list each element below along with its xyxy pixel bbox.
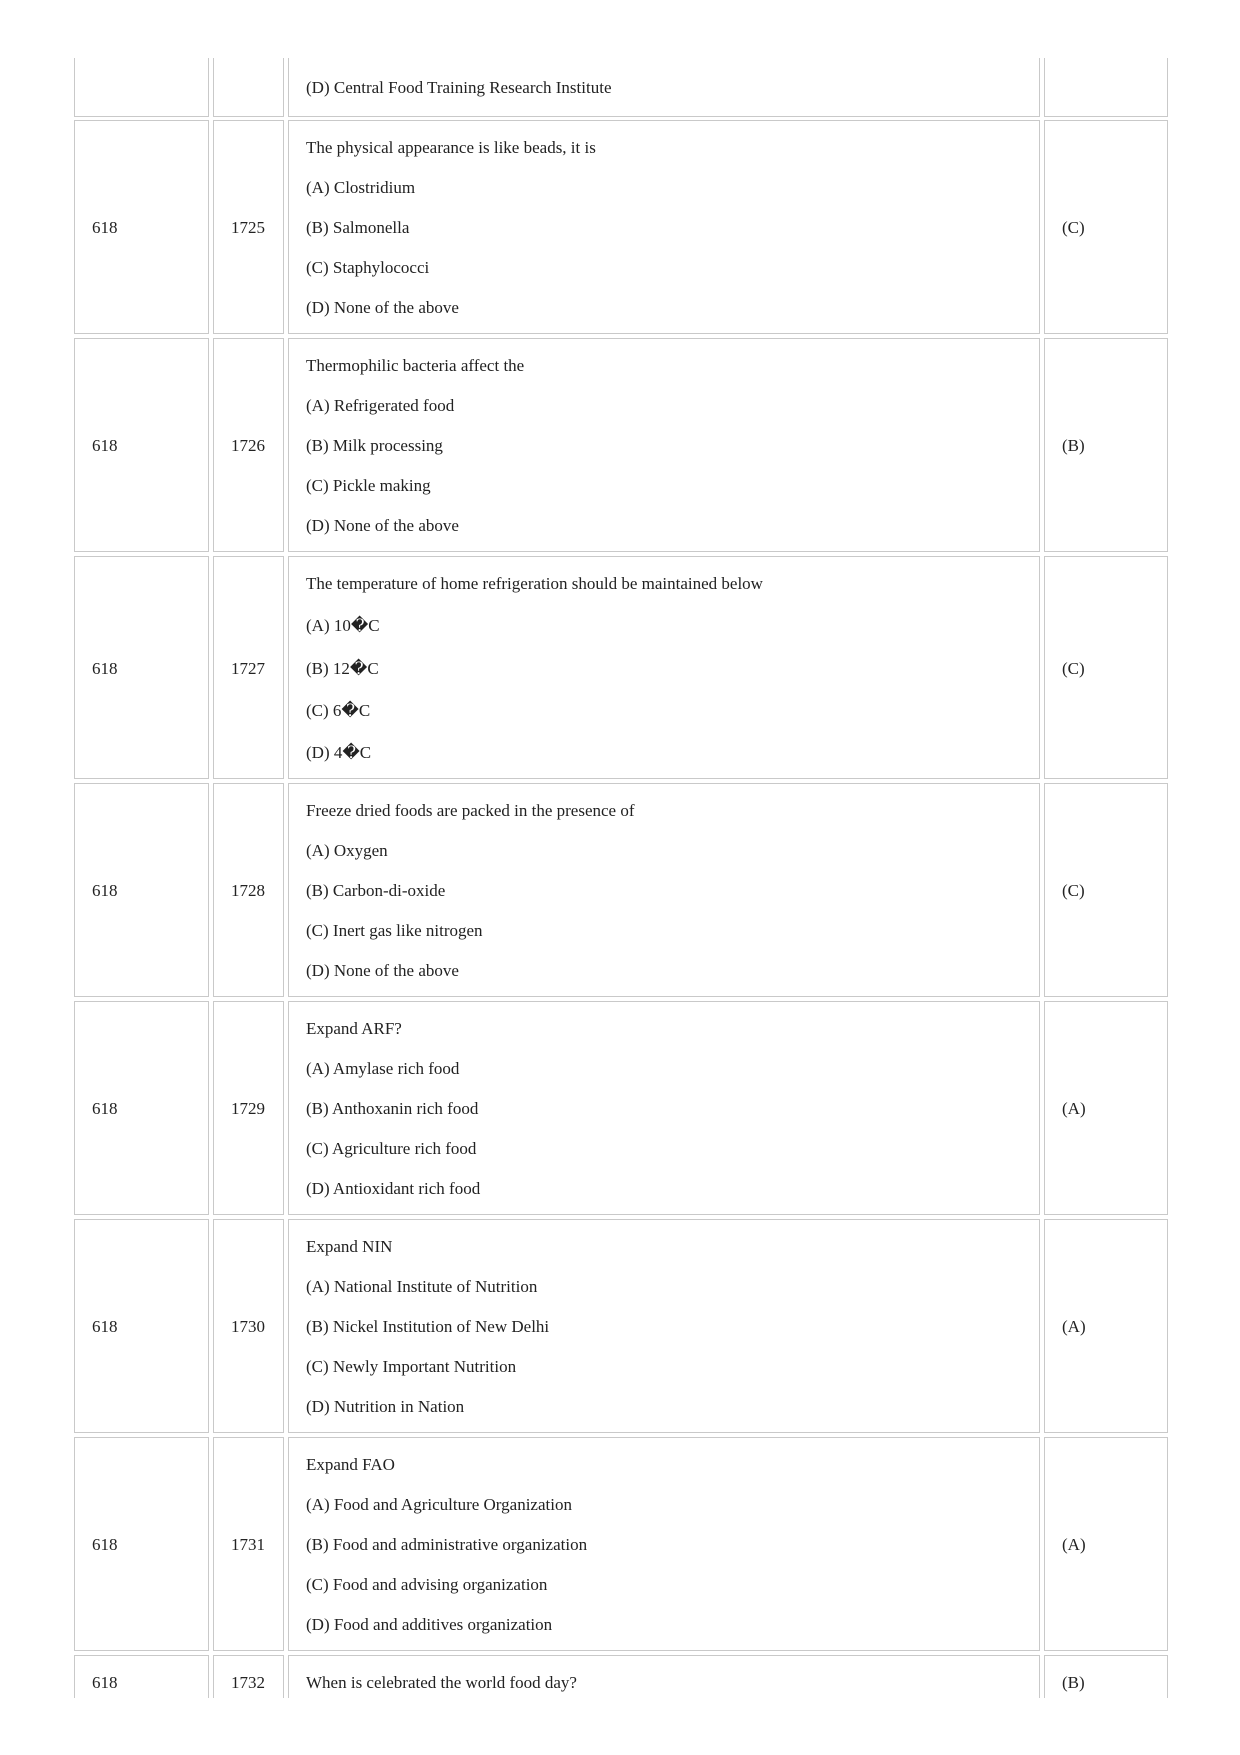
table-row — [74, 1001, 1168, 1215]
code-cell — [74, 556, 209, 779]
code-cell — [74, 58, 209, 117]
question-cell — [288, 1437, 1040, 1651]
question-number-cell — [213, 1219, 284, 1433]
option-b: (B) Carbon-di-oxide — [306, 881, 446, 900]
option-d: (D) Food and additives organization — [306, 1615, 553, 1634]
option-b: (B) Milk processing — [306, 436, 443, 455]
question-number-cell — [213, 58, 284, 117]
answer-text: (A) — [1062, 1099, 1086, 1118]
table-row — [74, 1437, 1168, 1651]
option-c: (C) 6�C — [306, 701, 371, 720]
code-text: 618 — [92, 1317, 118, 1336]
code-cell — [74, 1219, 209, 1433]
question-text: The physical appearance is like beads, it is — [306, 138, 596, 157]
option-a: (A) National Institute of Nutrition — [306, 1277, 538, 1296]
question-number: 1727 — [231, 659, 265, 678]
question-cell — [288, 58, 1040, 117]
answer-cell — [1044, 556, 1168, 779]
table-row — [74, 338, 1168, 552]
answer-cell — [1044, 783, 1168, 997]
code-text: 618 — [92, 1099, 118, 1118]
answer-cell — [1044, 1655, 1168, 1698]
question-number: 1732 — [231, 1673, 265, 1692]
option-a: (A) 10�C — [306, 616, 380, 635]
question-cell — [288, 1001, 1040, 1215]
code-cell — [74, 1437, 209, 1651]
question-number: 1726 — [231, 436, 265, 455]
code-text: 618 — [92, 881, 118, 900]
option-b: (B) Anthoxanin rich food — [306, 1099, 479, 1118]
question-number-cell — [213, 1437, 284, 1651]
option-d: (D) Antioxidant rich food — [306, 1179, 481, 1198]
answer-text: (C) — [1062, 218, 1085, 237]
option-d: (D) Nutrition in Nation — [306, 1397, 465, 1416]
question-text: Expand NIN — [306, 1237, 393, 1256]
table-row — [74, 1655, 1168, 1698]
table-row — [74, 556, 1168, 779]
option-b: (B) Nickel Institution of New Delhi — [306, 1317, 550, 1336]
code-cell — [74, 120, 209, 334]
question-number-cell — [213, 120, 284, 334]
answer-cell — [1044, 1001, 1168, 1215]
code-cell — [74, 338, 209, 552]
option-c: (C) Inert gas like nitrogen — [306, 921, 483, 940]
question-text: When is celebrated the world food day? — [306, 1673, 577, 1692]
option-d: (D) None of the above — [306, 516, 459, 535]
answer-cell — [1044, 338, 1168, 552]
question-text: Expand FAO — [306, 1455, 395, 1474]
answer-text: (A) — [1062, 1535, 1086, 1554]
option-c: (C) Pickle making — [306, 476, 431, 495]
code-text: 618 — [92, 1673, 118, 1692]
option-d: (D) None of the above — [306, 298, 459, 317]
code-text: 618 — [92, 218, 118, 237]
option-d: (D) 4�C — [306, 743, 372, 762]
code-cell — [74, 1001, 209, 1215]
table-row — [74, 1219, 1168, 1433]
question-number-cell — [213, 556, 284, 779]
question-text: Freeze dried foods are packed in the presence of — [306, 801, 635, 820]
code-cell — [74, 1655, 209, 1698]
option-c: (C) Agriculture rich food — [306, 1139, 477, 1158]
option-text: (D) Central Food Training Research Institute — [306, 78, 612, 97]
question-cell — [288, 1655, 1040, 1698]
code-text: 618 — [92, 436, 118, 455]
question-number: 1730 — [231, 1317, 265, 1336]
question-number: 1729 — [231, 1099, 265, 1118]
option-b: (B) Salmonella — [306, 218, 410, 237]
table-row — [74, 783, 1168, 997]
answer-text: (B) — [1062, 1673, 1085, 1692]
question-cell — [288, 338, 1040, 552]
option-c: (C) Staphylococci — [306, 258, 430, 277]
option-b: (B) 12�C — [306, 659, 379, 678]
question-text: The temperature of home refrigeration should be maintained below — [306, 574, 763, 593]
answer-text: (A) — [1062, 1317, 1086, 1336]
answer-text: (C) — [1062, 659, 1085, 678]
answer-cell — [1044, 1219, 1168, 1433]
question-number: 1728 — [231, 881, 265, 900]
option-a: (A) Oxygen — [306, 841, 388, 860]
question-text: Expand ARF? — [306, 1019, 402, 1038]
question-cell — [288, 120, 1040, 334]
option-c: (C) Newly Important Nutrition — [306, 1357, 517, 1376]
table-row — [74, 58, 1168, 117]
code-cell — [74, 783, 209, 997]
question-number-cell — [213, 338, 284, 552]
question-cell — [288, 783, 1040, 997]
option-a: (A) Refrigerated food — [306, 396, 455, 415]
question-number-cell — [213, 1655, 284, 1698]
question-number: 1731 — [231, 1535, 265, 1554]
question-number-cell — [213, 783, 284, 997]
code-text: 618 — [92, 659, 118, 678]
question-number: 1725 — [231, 218, 265, 237]
answer-text: (B) — [1062, 436, 1085, 455]
table-row — [74, 120, 1168, 334]
option-a: (A) Food and Agriculture Organization — [306, 1495, 572, 1514]
option-b: (B) Food and administrative organization — [306, 1535, 588, 1554]
answer-cell — [1044, 120, 1168, 334]
question-text: Thermophilic bacteria affect the — [306, 356, 525, 375]
option-a: (A) Amylase rich food — [306, 1059, 460, 1078]
question-number-cell — [213, 1001, 284, 1215]
option-d: (D) None of the above — [306, 961, 459, 980]
question-cell — [288, 1219, 1040, 1433]
answer-text: (C) — [1062, 881, 1085, 900]
answer-cell — [1044, 1437, 1168, 1651]
code-text: 618 — [92, 1535, 118, 1554]
question-cell — [288, 556, 1040, 779]
answer-cell — [1044, 58, 1168, 117]
option-c: (C) Food and advising organization — [306, 1575, 548, 1594]
option-a: (A) Clostridium — [306, 178, 416, 197]
